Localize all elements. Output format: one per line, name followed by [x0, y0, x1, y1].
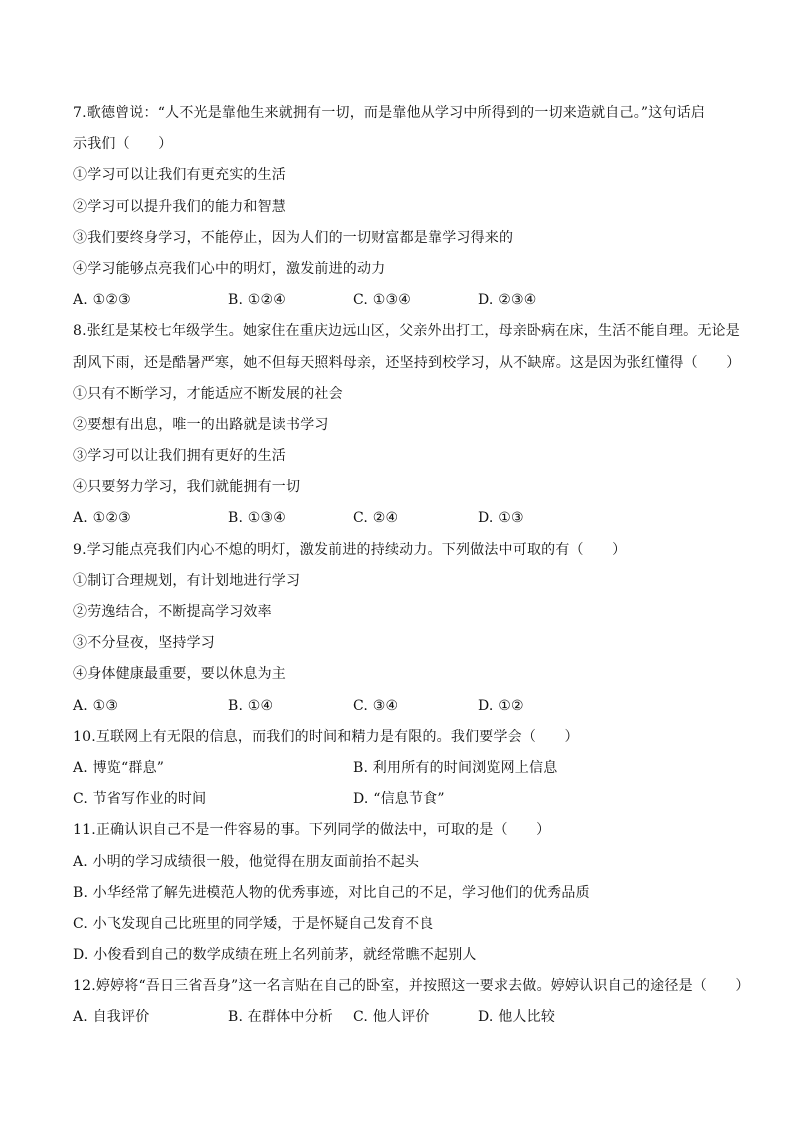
answer-option[interactable]: A. ①②③ [73, 510, 131, 527]
statement-item: ③不分昼夜，坚持学习 [73, 635, 215, 652]
answer-option[interactable]: B. ①③④ [228, 510, 287, 527]
answer-option[interactable]: B. 在群体中分析 [228, 1009, 333, 1026]
statement-item: ④学习能够点亮我们心中的明灯，激发前进的动力 [73, 260, 386, 277]
option-row [73, 753, 733, 784]
statement-item: ③我们要终身学习，不能停止，因为人们的一切财富都是靠学习得来的 [73, 229, 514, 246]
answer-option[interactable]: A. 小明的学习成绩很一般，他觉得在朋友面前抬不起头 [73, 853, 420, 870]
answer-option[interactable]: C. ②④ [353, 510, 399, 527]
answer-option[interactable]: B. ①④ [228, 697, 274, 714]
option-row [73, 285, 733, 316]
answer-option[interactable]: D. ①② [478, 697, 524, 714]
question-block [73, 98, 733, 316]
question-stem: 11.正确认识自己不是一件容易的事。下列同学的做法中，可取的是（ ） [73, 822, 551, 839]
answer-option[interactable]: C. 小飞发现自己比班里的同学矮，于是怀疑自己发育不良 [73, 915, 434, 932]
statement-item: ②劳逸结合，不断提高学习效率 [73, 604, 272, 620]
statement-item: ②要想有出息，唯一的出路就是读书学习 [73, 416, 329, 433]
question-block [73, 722, 733, 816]
question-stem: 9.学习能点亮我们内心不熄的明灯，激发前进的持续动力。下列做法中可取的有（ ） [73, 541, 627, 558]
option-row [73, 878, 733, 909]
statement-item: ①制订合理规划，有计划地进行学习 [73, 572, 301, 589]
exam-question-list [73, 98, 750, 1034]
statement-item: ②学习可以提升我们的能力和智慧 [73, 198, 286, 215]
answer-option[interactable]: B. ①②④ [228, 292, 287, 309]
question-block [73, 815, 733, 971]
question-stem: 7.歌德曾说：“人不光是靠他生来就拥有一切，而是靠他从学习中所得到的一切来造就自己。”这句话启 [73, 105, 706, 121]
statement-item: ④只要努力学习，我们就能拥有一切 [73, 479, 301, 496]
option-row [73, 940, 733, 971]
answer-option[interactable]: D. “信息节食” [353, 791, 445, 808]
answer-option[interactable]: C. 他人评价 [353, 1009, 430, 1026]
question-stem: 10.互联网上有无限的信息，而我们的时间和精力是有限的。我们要学会（ ） [73, 728, 579, 745]
answer-option[interactable]: A. 博览“群息” [73, 759, 165, 776]
answer-option[interactable]: D. ①③ [478, 510, 524, 527]
statement-item: ①只有不断学习，才能适应不断发展的社会 [73, 385, 343, 402]
question-stem: 8.张红是某校七年级学生。她家住在重庆边远山区，父亲外出打工，母亲卧病在床，生活不能自理。无论是 [73, 323, 740, 340]
option-row [73, 1002, 733, 1033]
answer-option[interactable]: A. 自我评价 [73, 1009, 150, 1026]
statement-item: ①学习可以让我们有更充实的生活 [73, 167, 286, 184]
question-stem-continued: 示我们（ ） [73, 136, 173, 153]
option-row [73, 847, 733, 878]
answer-option[interactable]: C. 节省写作业的时间 [73, 791, 207, 808]
question-block [73, 535, 733, 722]
answer-option[interactable]: D. 他人比较 [478, 1009, 556, 1026]
question-block [73, 971, 750, 1033]
answer-option[interactable]: A. ①③ [73, 697, 119, 714]
option-row [73, 784, 733, 815]
answer-option[interactable]: C. ①③④ [353, 292, 411, 309]
answer-option[interactable]: B. 利用所有的时间浏览网上信息 [353, 759, 558, 776]
answer-option[interactable]: D. ②③④ [478, 292, 537, 309]
question-stem: 12.婷婷将“吾日三省吾身”这一名言贴在自己的卧室，并按照这一要求去做。婷婷认识自己的途径是（ ） [73, 978, 750, 995]
option-row [73, 909, 733, 940]
answer-option[interactable]: D. 小俊看到自己的数学成绩在班上名列前茅，就经常瞧不起别人 [73, 947, 477, 964]
question-stem-continued: 刮风下雨，还是酷暑严寒，她不但每天照料母亲，还坚持到校学习，从不缺席。这是因为张红懂得（ ） [73, 354, 741, 371]
option-row [73, 503, 733, 534]
answer-option[interactable]: B. 小华经常了解先进模范人物的优秀事迹，对比自己的不足，学习他们的优秀品质 [73, 884, 590, 901]
answer-option[interactable]: A. ①②③ [73, 292, 131, 309]
answer-option[interactable]: C. ③④ [353, 697, 399, 714]
statement-item: ④身体健康最重要，要以休息为主 [73, 666, 286, 683]
option-row [73, 691, 733, 722]
question-block [73, 316, 741, 534]
statement-item: ③学习可以让我们拥有更好的生活 [73, 448, 286, 465]
